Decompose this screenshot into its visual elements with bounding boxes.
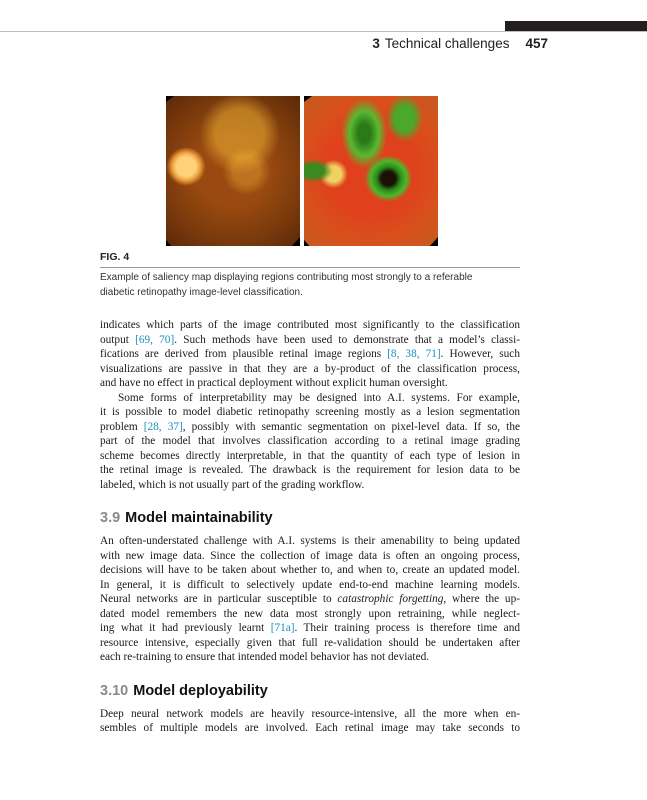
text-segment: resource intensive, especially given that full re-validation should be undertaken after: [100, 636, 520, 649]
text-line: [100, 707, 520, 722]
text-segment: Neural networks are in particular susceptible to: [100, 593, 338, 605]
text-segment: output: [100, 333, 136, 346]
text-line: [100, 534, 520, 549]
text-segment: fications are derived from plausible retinal image regions: [100, 348, 388, 360]
text-segment: ing what it had previously learnt: [100, 622, 271, 634]
text-line: [100, 721, 520, 736]
text-segment: the retinal image is revealed. The drawback is the requirement for lesion data to be: [100, 464, 520, 476]
figure-caption-block: [100, 251, 520, 300]
text-line: [100, 478, 520, 493]
fundus-image: [166, 96, 300, 246]
text-segment: with new image data. Since the collection of image data is often an ongoing process,: [100, 549, 520, 562]
citation-link[interactable]: [69, 70]: [135, 333, 175, 346]
header-rule: [0, 31, 647, 32]
text-line: [100, 391, 520, 406]
text-segment: each re-training to ensure that intended model behavior has not deviated.: [100, 651, 430, 663]
section-heading-3-10: [100, 683, 520, 700]
text-line: [100, 592, 520, 607]
caption-line: Example of saliency map displaying regions contributing most strongly to a referable: [100, 272, 473, 283]
text-segment: . However, such: [440, 348, 520, 360]
text-segment: . Their training process is therefore time and: [294, 622, 520, 634]
text-line: [100, 434, 520, 449]
text-segment: , where the up-: [443, 593, 520, 605]
text-line: [100, 607, 520, 622]
text-line: [100, 449, 520, 464]
section-title: Model deployability: [133, 682, 268, 699]
section-number: 3.9: [100, 510, 121, 526]
text-segment: . Such methods have been used to demonstrate that a model’s classi-: [174, 333, 520, 346]
text-line: [100, 318, 520, 333]
body-text-block: [100, 707, 520, 736]
main-text: [100, 318, 520, 736]
text-segment: sembles of multiple models are involved. Each retinal image may take seconds to: [100, 722, 520, 734]
text-line: [100, 463, 520, 478]
text-segment: problem: [100, 420, 144, 433]
citation-link[interactable]: [71a]: [270, 622, 295, 634]
header-bar: [505, 21, 647, 31]
figure-label: FIG. 4: [100, 251, 130, 263]
body-text-block: [100, 534, 520, 665]
text-line: [100, 578, 520, 593]
text-line: [100, 636, 520, 651]
text-line: [100, 376, 520, 391]
caption-line: diabetic retinopathy image-level classification.: [100, 287, 303, 298]
text-segment: scheme becomes directly interpretable, in that the quantity of each type of lesion in: [100, 449, 520, 462]
chapter-number: 3: [372, 36, 380, 51]
text-segment: part of the model that involves classification according to a retinal image grading: [100, 435, 520, 447]
text-segment: and have no effect in practical deployment without explicit human oversight.: [100, 377, 448, 389]
text-segment: decisions will have to be taken about whether to, and when to, create an updated model.: [100, 564, 520, 576]
text-segment: indicates which parts of the image contributed most significantly to the classification: [100, 319, 520, 331]
figure-rule: [100, 267, 520, 268]
body-text-block: [100, 318, 520, 492]
text-line: [100, 405, 520, 420]
chapter-title: Technical challenges: [384, 36, 510, 51]
text-segment: , possibly with semantic segmentation on pixel-level data. If so, the: [182, 420, 520, 433]
figure-caption: [100, 270, 520, 300]
text-line: [100, 362, 520, 377]
text-line: [100, 563, 520, 578]
emphasized-text: catastrophic forgetting: [337, 593, 444, 605]
citation-link[interactable]: [28, 37]: [143, 420, 183, 433]
citation-link[interactable]: [8, 38, 71]: [387, 348, 441, 360]
text-segment: Deep neural network models are heavily resource-intensive, all the more when en-: [100, 707, 520, 720]
text-segment: Some forms of interpretability may be designed into A.I. systems. For example,: [118, 391, 520, 404]
page-number: 457: [525, 36, 548, 51]
running-header: [372, 36, 548, 51]
text-line: [100, 549, 520, 564]
saliency-map-image: [304, 96, 438, 246]
text-line: [100, 650, 520, 665]
text-line: [100, 347, 520, 362]
text-segment: labeled, which is not usually part of the grading workflow.: [100, 478, 365, 491]
text-segment: it is possible to model diabetic retinopathy screening mostly as a lesion segmentation: [100, 406, 520, 418]
section-title: Model maintainability: [125, 510, 273, 526]
text-segment: visualizations are passive in that they are a by-product of the classification process,: [100, 362, 520, 375]
text-line: [100, 333, 520, 348]
text-line: [100, 420, 520, 435]
section-number: 3.10: [100, 682, 129, 699]
section-heading-3-9: [100, 510, 520, 527]
text-segment: dated model remembers the new data most strongly upon retraining, while neglect-: [100, 607, 520, 620]
text-line: [100, 621, 520, 636]
text-segment: In general, it is difficult to selectively update end-to-end machine learning models.: [100, 578, 520, 591]
text-segment: An often-understated challenge with A.I. systems is their amenability to being updated: [100, 535, 520, 547]
